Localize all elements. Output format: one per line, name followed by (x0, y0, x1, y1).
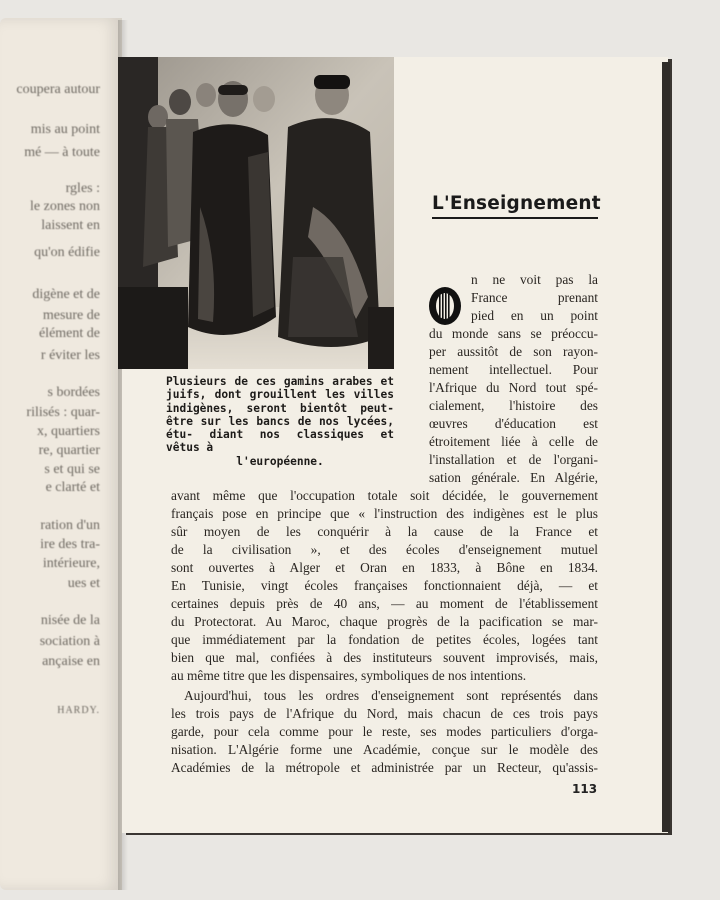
left-page-fragment: r éviter les (40, 348, 100, 363)
photo-children-icon (118, 57, 394, 369)
article-line: œuvres d'éducation est (429, 416, 598, 431)
book-cover-edge (662, 62, 670, 832)
article-line: sation générale. En Algérie, (429, 470, 598, 485)
caption-line: diant nos classiques et vêtus à (166, 428, 394, 455)
left-page-fragment: ire des tra- (40, 537, 100, 552)
left-page-fragment: digène et de (32, 287, 100, 302)
left-page-fragment: rilisés : quar- (26, 405, 100, 420)
caption-line: l'européenne. (236, 454, 324, 468)
article-line: France prenant (471, 290, 598, 305)
article-line: nisation. L'Algérie forme une Académie, conçue sur le modèle des (171, 742, 598, 757)
left-page-fragment: nisée de la (40, 613, 100, 628)
article-line: les trois pays de l'Afrique du Nord, mais chacun de ces trois pays (171, 706, 598, 721)
article-line: sont ouvertes à Alger et Oran en 1833, à Bône en 1834. (171, 560, 598, 575)
article-line: n ne voit pas la (471, 272, 598, 287)
left-page-fragment: s et qui se (44, 462, 100, 477)
left-page-fragment: mesure de (42, 308, 100, 323)
left-page-fragment: ration d'un (40, 518, 100, 533)
article-line: per aussitôt de son rayon- (429, 344, 598, 359)
article-line: de la civilisation », et des écoles d'enseignement mutuel (171, 542, 598, 557)
article-line: l'installation et de l'organi- (429, 452, 598, 467)
article-line: sûr moyen de les conquérir à la cause de la France et (171, 524, 598, 539)
left-page-fragment: re, quartier (38, 443, 100, 458)
article-line: Aujourd'hui, tous les ordres d'enseignement sont représentés dans (184, 688, 598, 703)
left-page-fragment: le zones non (30, 199, 100, 214)
left-page-fragment: s bordées (47, 385, 100, 400)
article-line: pied en un point (471, 308, 598, 323)
left-page-fragment: ues et (67, 576, 100, 591)
article-line: étroitement liée à celle de (429, 434, 598, 449)
caption-line: Plusieurs de ces gamins arabes et (166, 375, 394, 388)
article-title: L'Enseignement (432, 193, 601, 214)
article-line: cialement, l'histoire des (429, 398, 598, 413)
page-number: 113 (572, 782, 598, 796)
dropcap-o-icon (428, 286, 462, 326)
photo-caption (166, 375, 394, 468)
article-line: du monde sans se préoccu- (429, 326, 598, 341)
caption-line: sur les bancs de nos lycées, étu- (166, 414, 394, 442)
left-page-fragment: laissent en (41, 218, 100, 233)
article-line: que immédiatement par la fondation de petites écoles, logées tant (171, 632, 598, 647)
article-line: du Protectorat. Au Maroc, chaque progrès de la pacification se mar- (171, 614, 598, 629)
left-page-fragment: mis au point (30, 122, 100, 137)
left-page-fragment: HARDY. (57, 705, 100, 716)
article-line: Académies de la métropole et administrée par un Recteur, qu'assis- (171, 760, 598, 775)
article-line: bien que mal, confiées à des instituteurs souvent improvisés, mais, (171, 650, 598, 665)
left-page (0, 18, 122, 890)
title-underline (432, 217, 598, 219)
article-line: au même titre que les dispensaires, symboliques de nos intentions. (171, 668, 527, 683)
left-page-fragment: mé — à toute (24, 145, 100, 160)
left-page-fragment: rgles : (65, 181, 100, 196)
article-line: l'Afrique du Nord tout spé- (429, 380, 598, 395)
caption-line: indigènes, seront bientôt peut-être (166, 401, 394, 428)
article-line: En Tunisie, vingt écoles françaises fonctionnaient déjà, — et (171, 578, 598, 593)
left-page-fragment: coupera autour (16, 82, 100, 97)
left-page-fragment: ançaise en (42, 654, 100, 669)
left-page-fragment: élément de (38, 326, 100, 341)
left-page-fragment: e clarté et (45, 480, 100, 495)
article-line: français pose en principe que « l'instruction des indigènes est le plus (171, 506, 598, 521)
article-line: avant même que l'occupation totale soit décidée, le gouvernement (171, 488, 598, 503)
left-page-fragment: sociation à (39, 634, 100, 649)
caption-line: juifs, dont grouillent les villes (166, 388, 394, 402)
left-page-fragment: qu'on édifie (34, 245, 100, 260)
left-page-fragment: intérieure, (42, 556, 100, 571)
left-page-fragment: x, quartiers (37, 424, 100, 439)
article-line: certaines depuis près de 40 ans, — au moment de l'établissement (171, 596, 598, 611)
article-line: nement intellectuel. Pour (429, 362, 598, 377)
article-line: garde, pour cela comme pour le reste, ses modes particuliers d'orga- (171, 724, 598, 739)
